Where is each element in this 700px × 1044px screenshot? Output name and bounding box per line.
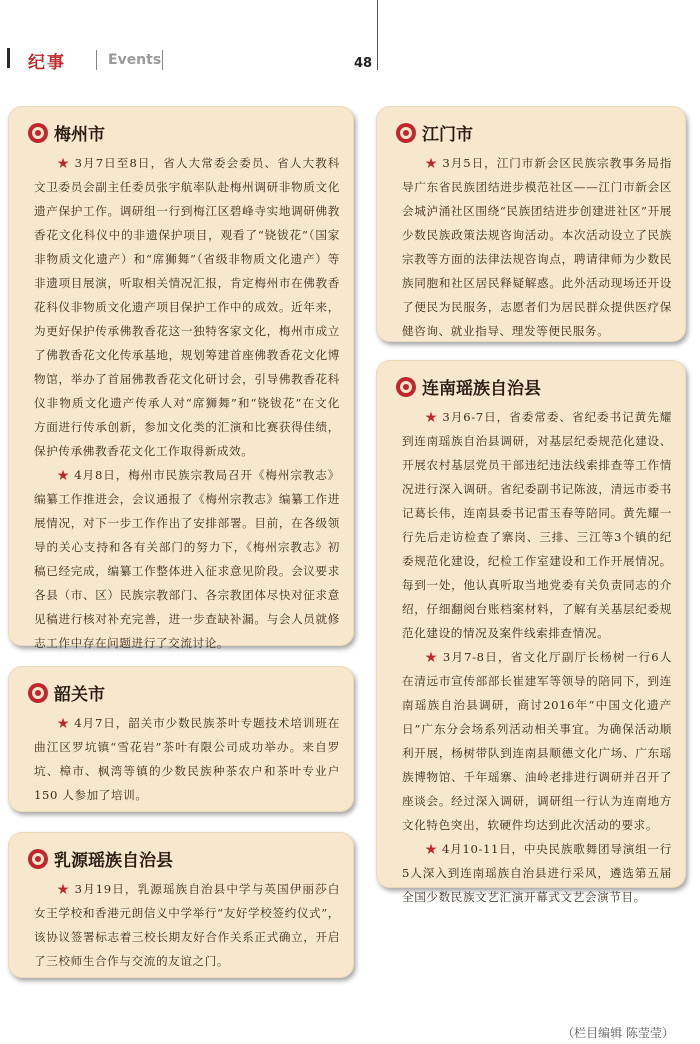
box-title: 乳源瑶族自治县 (54, 851, 173, 871)
box-heading (28, 846, 340, 871)
box-title: 连南瑶族自治县 (422, 379, 541, 399)
box-heading (28, 120, 340, 145)
news-paragraph: ★ 3月5日，江门市新会区民族宗教事务局指导广东省民族团结进步模范社区——江门市新会区会城泸涌社区围绕“民族团结进步创建进社区”开展少数民族政策法规咨询活动。本次活动设立了民族宗教等方面的法律法规咨询点，聘请律师为少数民族同胞和社区居民释疑解惑。此外活动现场还开设了便民为民服务，志愿者们为居民群众提供医疗保健咨询、就业指导、理发等便民服务。 (402, 156, 672, 338)
target-bullet-icon (396, 377, 416, 397)
section-subtitle: Events (108, 52, 162, 68)
star-icon: ★ (57, 156, 70, 170)
star-icon: ★ (57, 716, 70, 730)
header-vertical-rule (377, 0, 378, 70)
star-icon: ★ (425, 410, 438, 424)
news-box-shaoguan (8, 666, 354, 812)
news-box-jiangmen (376, 106, 686, 342)
star-icon: ★ (425, 650, 438, 664)
star-icon: ★ (57, 882, 70, 896)
news-paragraph: ★ 3月19日，乳源瑶族自治县中学与英国伊丽莎白女王学校和香港元朗信义中学举行“友好学校签约仪式”，该协议签署标志着三校长期友好合作关系正式确立，开启了三校师生合作与交流的友谊之门。 (34, 882, 340, 968)
news-box-meizhou (8, 106, 354, 650)
star-icon: ★ (425, 842, 438, 856)
box-title: 梅州市 (54, 125, 105, 145)
section-title: 纪事 (28, 53, 66, 73)
column-editor-credit: （栏目编辑 陈莹莹） (562, 1026, 674, 1040)
news-box-liannan (376, 360, 686, 904)
target-bullet-icon (28, 683, 48, 703)
header-separator (162, 50, 163, 70)
box-heading (396, 374, 672, 399)
target-bullet-icon (28, 123, 48, 143)
header-bar-mark (7, 48, 10, 68)
star-icon: ★ (425, 156, 438, 170)
box-title: 韶关市 (54, 685, 105, 705)
page-number: 48 (354, 56, 373, 71)
star-icon: ★ (57, 468, 70, 482)
news-paragraph: ★ 3月6-7日，省委常委、省纪委书记黄先耀到连南瑶族自治县调研，对基层纪委规范化建设、开展农村基层党员干部违纪违法线索排查等工作情况进行深入调研。省纪委副书记陈波，清远市委书记葛长伟，连南县委书记雷玉春等陪同。黄先耀一行先后走访检查了寨岗、三排、三江等3个镇的纪委规范化建设，纪检工作室建设和工作开展情况。每到一处，他认真听取当地党委有关负责同志的介绍，仔细翻阅台账档案材料，了解有关基层纪委规范化建设的情况及案件线索排查情况。 (402, 410, 672, 640)
target-bullet-icon (396, 123, 416, 143)
box-heading (396, 120, 672, 145)
news-box-ruyuan (8, 832, 354, 978)
news-paragraph: ★ 3月7-8日，省文化厅副厅长杨树一行6人在清远市宣传部部长崔建军等领导的陪同下，到连南瑶族自治县调研，商讨2016年“中国文化遗产日”广东分会场系列活动相关事宜。为确保活动顺利开展，杨树带队到连南县顺德文化广场、广东瑶族博物馆、千年瑶寨、油岭老排进行调研并召开了座谈会。经过深入调研，调研组一行认为连南地方文化特色突出，软硬件均达到此次活动的要求。 (402, 650, 672, 832)
header-separator (96, 50, 97, 70)
news-paragraph: ★ 3月7日至8日，省人大常委会委员、省人大教科文卫委员会副主任委员张宇航率队赴梅州调研非物质文化遗产保护工作。调研组一行到梅江区碧峰寺实地调研佛教香花文化科仪中的非遗保护项目，观看了“铙钹花”（国家非物质文化遗产）和“席狮舞”（省级非物质文化遗产）等非遗项目展演，听取相关情况汇报，肯定梅州市在佛教香花科仪非物质文化遗产项目保护工作中的成效。近年来，为更好保护传承佛教香花这一独特客家文化，梅州市成立了佛教香花文化传承基地，规划筹建首座佛教香花文化博物馆，举办了首届佛教香花文化研讨会，引导佛教香花科仪非物质文化遗产传承人对“席狮舞”和“铙钹花”在文化方面进行传承创新，参加文化类的汇演和比赛获得佳绩，保护传承佛教香花文化工作取得新成效。 (34, 156, 340, 458)
box-heading (28, 680, 340, 705)
news-paragraph: ★ 4月10-11日，中央民族歌舞团导演组一行5人深入到连南瑶族自治县进行采风，遴选第五届全国少数民族文艺汇演开幕式文艺会演节目。 (402, 842, 672, 904)
news-paragraph: ★ 4月8日，梅州市民族宗教局召开《梅州宗教志》编纂工作推进会，会议通报了《梅州宗教志》编纂工作进展情况，对下一步工作作出了安排部署。目前，在各级领导的关心支持和各有关部门的努力下，《梅州宗教志》初稿已经完成，编纂工作整体进入征求意见阶段。会议要求各县（市、区）民族宗教部门、各宗教团体尽快对征求意见稿进行核对补充完善，进一步查缺补漏。与会人员就修志工作中存在问题进行了交流讨论。 (34, 468, 340, 650)
target-bullet-icon (28, 849, 48, 869)
news-paragraph: ★ 4月7日，韶关市少数民族茶叶专题技术培训班在曲江区罗坑镇“雪花岩”茶叶有限公司成功举办。来自罗坑、樟市、枫湾等镇的少数民族种茶农户和茶叶专业户 150 人参加了培训。 (34, 716, 340, 802)
box-title: 江门市 (422, 125, 473, 145)
